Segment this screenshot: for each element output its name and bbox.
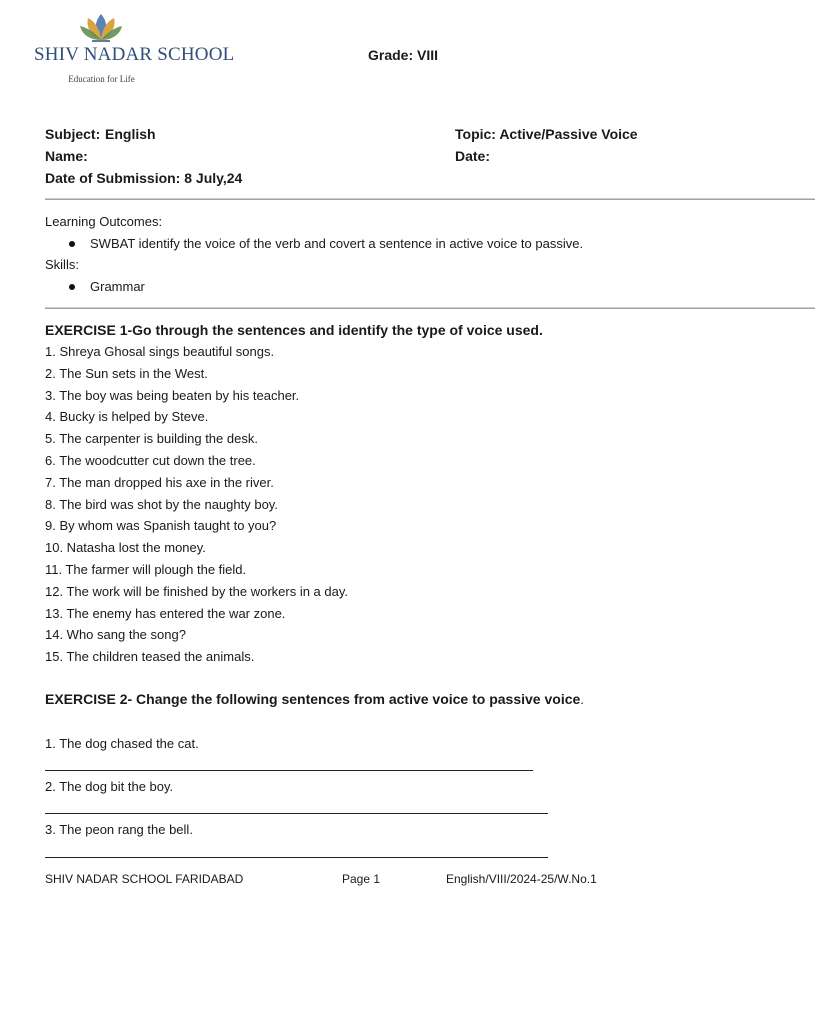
skill-item — [45, 279, 145, 294]
list-item: 11. The farmer will plough the field. — [45, 561, 247, 577]
footer-code: English/VIII/2024-25/W.No.1 — [446, 872, 597, 886]
footer-page: Page 1 — [342, 872, 381, 886]
exercise2-title — [45, 691, 584, 709]
footer-school: SHIV NADAR SCHOOL FARIDABAD — [45, 872, 244, 886]
exercise2-item: 3. The peon rang the bell. — [45, 822, 193, 837]
outcome-item — [45, 236, 583, 251]
name-label: Name: — [45, 148, 88, 164]
bullet-icon — [69, 241, 75, 247]
skills-heading: Skills: — [45, 257, 79, 272]
exercise1-list — [45, 344, 348, 671]
subject-value: English — [105, 126, 156, 142]
exercise1-title: EXERCISE 1-Go through the sentences and identify the type of voice used. — [45, 322, 543, 338]
skill-text: Grammar — [90, 279, 145, 294]
bullet-icon — [69, 284, 75, 290]
list-item: 13. The enemy has entered the war zone. — [45, 605, 286, 621]
list-item: 8. The bird was shot by the naughty boy. — [45, 496, 278, 512]
list-item: 10. Natasha lost the money. — [45, 540, 206, 556]
school-tagline: Education for Life — [68, 74, 135, 84]
outcomes-heading: Learning Outcomes: — [45, 214, 163, 229]
list-item: 1. Shreya Ghosal sings beautiful songs. — [45, 344, 275, 359]
exercise2-title-text: EXERCISE 2- Change the following sentences from active voice to passive voice — [45, 691, 581, 707]
exercise2-item: 1. The dog chased the cat. — [45, 736, 199, 751]
answer-line[interactable] — [45, 813, 548, 814]
list-item: 4. Bucky is helped by Steve. — [45, 409, 209, 425]
divider: —————————————————————————————————————————————————————————————————————— — [45, 302, 815, 314]
grade-label: Grade: VIII — [368, 47, 439, 63]
submission-date: Date of Submission: 8 July,24 — [45, 170, 243, 186]
list-item: 3. The boy was being beaten by his teacher. — [45, 387, 300, 403]
topic-label: Topic: Active/Passive Voice — [455, 126, 638, 142]
school-logo — [34, 10, 235, 86]
exercise2-item: 2. The dog bit the boy. — [45, 779, 174, 794]
list-item: 9. By whom was Spanish taught to you? — [45, 518, 277, 534]
lotus-icon — [34, 10, 169, 44]
date-label: Date: — [455, 148, 491, 164]
answer-line[interactable] — [45, 770, 533, 771]
divider: —————————————————————————————————————————————————————————————————————— — [45, 193, 815, 205]
exercise2-title-period: . — [580, 692, 584, 707]
list-item: 6. The woodcutter cut down the tree. — [45, 452, 256, 468]
outcome-text: SWBAT identify the voice of the verb and covert a sentence in active voice to passive. — [90, 236, 584, 251]
school-name: SHIV NADAR SCHOOL — [34, 44, 235, 65]
list-item: 15. The children teased the animals. — [45, 649, 255, 665]
answer-line[interactable] — [45, 857, 548, 858]
list-item: 2. The Sun sets in the West. — [45, 365, 208, 381]
subject-label: Subject: — [45, 126, 101, 142]
list-item: 7. The man dropped his axe in the river. — [45, 474, 274, 490]
list-item: 14. Who sang the song? — [45, 627, 186, 643]
list-item: 5. The carpenter is building the desk. — [45, 431, 258, 447]
list-item: 12. The work will be finished by the workers in a day. — [45, 583, 348, 599]
